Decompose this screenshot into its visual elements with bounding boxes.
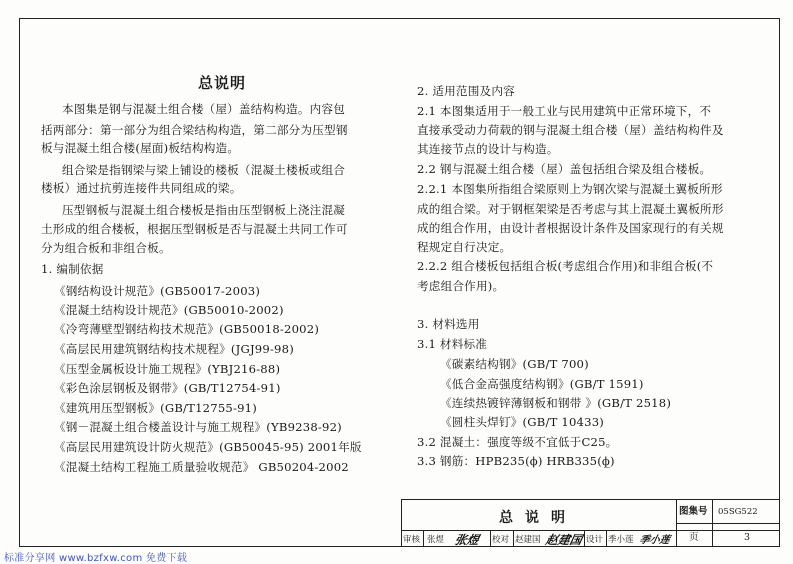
reference-item: 《钢－混凝土组合楼盖设计与施工规程》(YB9238-92)	[54, 420, 342, 434]
reference-item: 《建筑用压型钢板》(GB/T12755-91)	[54, 401, 257, 415]
scope-line: 2.2.1 本图集所指组合梁原则上为钢次梁与混凝土翼板所形	[417, 182, 723, 196]
reference-item: 《混凝土结构设计规范》(GB50010-2002)	[54, 303, 284, 317]
page-label: 页	[689, 532, 699, 543]
intro-line: 本图集是钢与混凝土组合楼（屋）盖结构构造。内容包	[62, 102, 346, 116]
scope-line: 成的组合作用，由设计者根据设计条件及国家现行的有关规	[417, 221, 724, 235]
title-block-title: 总说明	[499, 510, 577, 526]
section-heading: 3.1 材料标准	[417, 337, 488, 351]
title-block-divider	[490, 531, 491, 547]
checker-name: 赵建国	[515, 535, 541, 545]
reviewer-name: 张煜	[427, 535, 445, 545]
reference-item: 《钢结构设计规范》(GB50017-2003)	[54, 284, 261, 298]
scope-line: 其连接节点的设计与构造。	[417, 142, 559, 156]
title-block-divider	[676, 523, 780, 524]
reference-item: 《高层民用建筑设计防火规范》(GB50045-95) 2001年版	[54, 440, 362, 454]
composite-slab-line: 分为组合板和非组合板。	[41, 241, 171, 255]
reference-item: 《高层民用建筑钢结构技术规程》(JGJ99-98)	[54, 342, 294, 356]
section-heading: 1. 编制依据	[41, 262, 104, 276]
check-label: 校对	[492, 535, 510, 545]
title-block-divider	[513, 531, 514, 547]
reference-item: 《彩色涂层钢板及钢带》(GB/T12754-91)	[54, 381, 281, 395]
checker-signature: 赵建国	[544, 533, 584, 547]
reference-item: 《混凝土结构工程施工质量验收规范》 GB50204-2002	[54, 460, 349, 474]
composite-slab-line: 压型钢板与混凝土组合楼板是指由压型钢板上浇注混凝	[62, 203, 346, 217]
scope-line: 直接承受动力荷载的钢与混凝土组合楼（屋）盖结构构件及	[417, 123, 724, 137]
intro-line: 板与混凝土组合楼(屋面)板结构构造。	[41, 141, 240, 155]
reference-item: 《压型金属板设计施工规程》(YBJ216-88)	[54, 362, 281, 376]
section-heading: 3. 材料选用	[417, 317, 480, 331]
page-number: 3	[744, 532, 751, 543]
scope-line: 2.2 钢与混凝土组合楼（屋）盖包括组合梁及组合楼板。	[417, 162, 712, 176]
composite-beam-line: 组合梁是指钢梁与梁上铺设的楼板（混凝土楼板或组合	[62, 163, 346, 177]
composite-slab-line: 土形成的组合楼板，根据压型钢板是否与混凝土共同工作可	[41, 222, 348, 236]
watermark: 标准分享网 www.bzfxw.com 免费下载	[4, 553, 188, 564]
title-block-divider	[423, 531, 424, 547]
standard-item: 《连续热镀锌薄钢板和钢带 》(GB/T 2518)	[440, 396, 672, 410]
design-label: 设计	[586, 535, 604, 545]
designer-signature: 季小莲	[638, 535, 671, 546]
reference-item: 《冷弯薄壁型钢结构技术规范》(GB50018-2002)	[54, 322, 320, 336]
intro-line: 括两部分：第一部分为组合梁结构构造，第二部分为压型钢	[41, 123, 348, 137]
reviewer-signature: 张煜	[453, 533, 481, 547]
designer-name: 季小莲	[608, 535, 634, 545]
standard-item: 《圆柱头焊钉》(GB/T 10433)	[440, 415, 604, 429]
title-block-divider	[584, 531, 585, 547]
atlas-number: 05SG522	[718, 507, 758, 517]
composite-beam-line: 楼板）通过抗剪连接件共同组成的梁。	[41, 181, 242, 195]
scope-line: 考虑组合作用)。	[417, 279, 505, 293]
standard-item: 《碳素结构钢》(GB/T 700)	[440, 357, 589, 371]
material-line: 3.3 钢筋：HPB235(ϕ) HRB335(ϕ̲)	[417, 454, 615, 468]
atlas-number-label: 图集号	[679, 506, 708, 517]
material-line: 3.2 混凝土：强度等级不宜低于C25。	[417, 435, 618, 449]
scope-line: 程规定自行决定。	[417, 240, 512, 254]
review-label: 审核	[403, 535, 421, 545]
page-title: 总说明	[198, 74, 247, 92]
section-heading: 2. 适用范围及内容	[417, 84, 515, 98]
standard-item: 《低合金高强度结构钢》(GB/T 1591)	[440, 377, 644, 391]
title-block-divider	[606, 531, 607, 547]
scope-line: 2.2.2 组合楼板包括组合板(考虑组合作用)和非组合板(不	[417, 259, 714, 273]
scope-line: 2.1 本图集适用于一般工业与民用建筑中正常环境下，不	[417, 104, 712, 118]
scope-line: 成的组合梁。对于钢框架梁是否考虑与其上混凝土翼板所形	[417, 202, 724, 216]
